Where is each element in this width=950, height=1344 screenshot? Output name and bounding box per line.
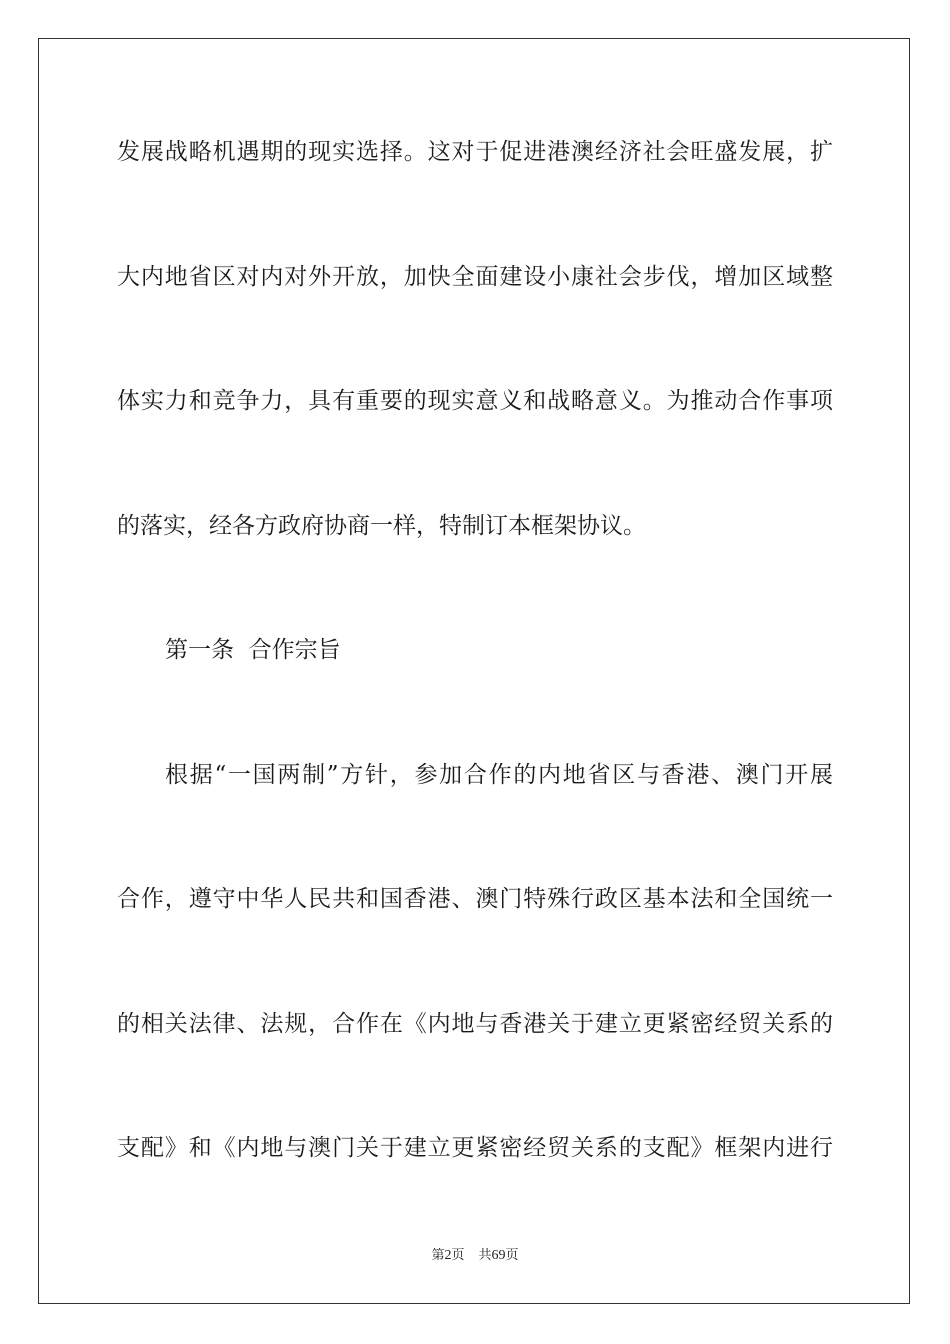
- page-number: 2: [444, 1248, 452, 1263]
- total-prefix: 共: [478, 1248, 492, 1263]
- body-line-1: 发展战略机遇期的现实选择。这对于促进港澳经济社会旺盛发展，扩: [117, 139, 833, 165]
- body-line-8: 的相关法律、法规，合作在《内地与香港关于建立更紧密经贸关系的: [117, 1011, 833, 1037]
- page-suffix: 页: [451, 1248, 465, 1263]
- total-suffix: 页: [505, 1248, 519, 1263]
- body-line-9: 支配》和《内地与澳门关于建立更紧密经贸关系的支配》框架内进行: [117, 1135, 833, 1161]
- body-line-7: 合作，遵守中华人民共和国香港、澳门特殊行政区基本法和全国统一: [117, 886, 833, 912]
- body-line-4: 的落实，经各方政府协商一样，特制订本框架协议。: [117, 513, 646, 539]
- page-prefix: 第: [431, 1248, 445, 1263]
- body-line-6: 根据“一国两制”方针，参加合作的内地省区与香港、澳门开展: [165, 762, 833, 788]
- article-heading: 第一条 合作宗旨: [165, 637, 341, 663]
- body-line-2: 大内地省区对内对外开放，加快全面建设小康社会步伐，增加区域整: [117, 264, 833, 290]
- page-border: [38, 38, 910, 1304]
- total-pages: 69: [491, 1248, 506, 1263]
- body-line-3: 体实力和竞争力，具有重要的现实意义和战略意义。为推动合作事项: [117, 388, 833, 414]
- page-footer: [0, 1247, 950, 1265]
